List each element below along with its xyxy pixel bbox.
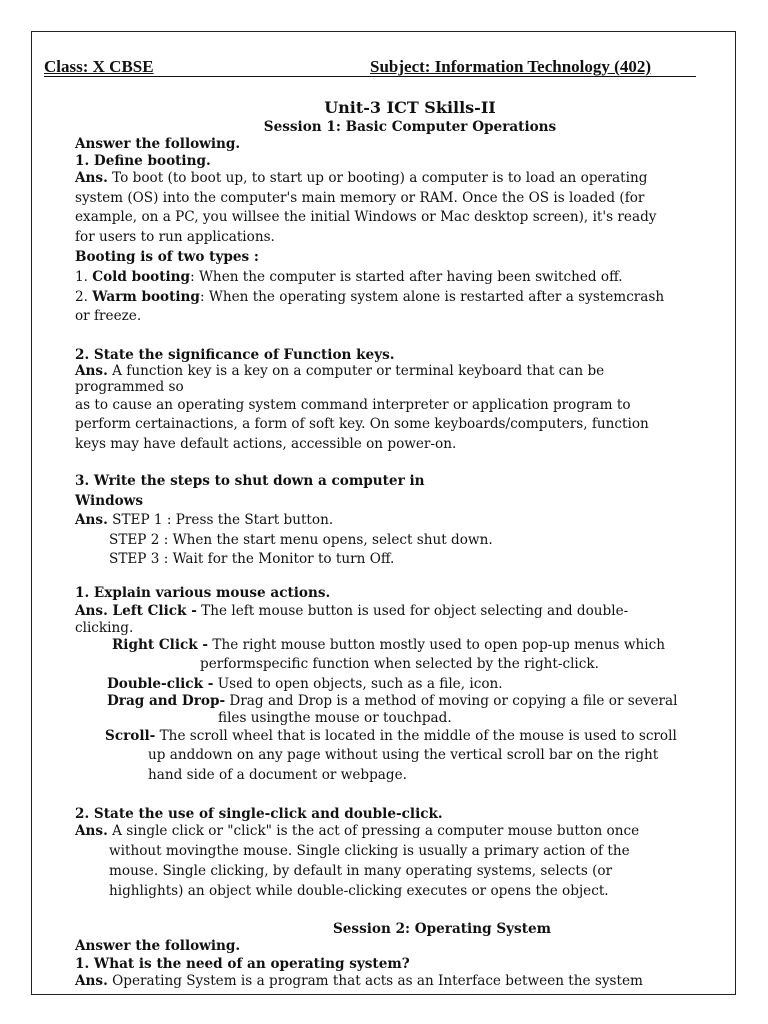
scroll-cont: hand side of a document or webpage.	[148, 767, 407, 783]
q1-question: 1. Define booting.	[75, 153, 211, 169]
q5-question: 2. State the use of single-click and double-click.	[75, 806, 443, 822]
q4-question: 1. Explain various mouse actions.	[75, 585, 331, 601]
q2-answer-line: Ans. A function key is a key on a computer or terminal keyboard that can be	[75, 363, 605, 379]
header-underline	[44, 76, 696, 77]
q6-answer-line: Ans. Operating System is a program that acts as an Interface between the system	[75, 973, 643, 989]
q5-answer-line: highlights) an object while double-clicking executes or opens the object.	[109, 883, 609, 899]
q5-answer-line: Ans. A single click or "click" is the act of pressing a computer mouse button once	[75, 823, 640, 839]
q1-answer-line: Ans. To boot (to boot up, to start up or booting) a computer is to load an operating	[75, 170, 648, 186]
scroll-line: Scroll- The scroll wheel that is located in the middle of the mouse is used to scroll	[105, 728, 677, 744]
unit-title: Unit-3 ICT Skills-II	[324, 98, 496, 117]
left-click-line: Ans. Left Click - The left mouse button is used for object selecting and double-	[75, 603, 629, 619]
q6-question: 1. What is the need of an operating system?	[75, 956, 410, 972]
q3-question-cont: Windows	[75, 493, 144, 509]
answer-following-heading-2: Answer the following.	[75, 938, 241, 954]
q2-answer-line: perform certainactions, a form of soft key. On some keyboards/computers, function	[75, 416, 649, 432]
q3-step3: STEP 3 : Wait for the Monitor to turn Off.	[109, 551, 395, 567]
q2-answer-line: as to cause an operating system command interpreter or application program to	[75, 397, 631, 413]
q3-step2: STEP 2 : When the start menu opens, select shut down.	[109, 532, 493, 548]
q5-answer-line: mouse. Single clicking, by default in many operating systems, selects (or	[109, 863, 613, 879]
session1-title: Session 1: Basic Computer Operations	[263, 119, 557, 135]
scroll-cont: up anddown on any page without using the vertical scroll bar on the right	[148, 747, 659, 763]
answer-following-heading: Answer the following.	[75, 136, 241, 152]
drag-drop-cont: files usingthe mouse or touchpad.	[218, 710, 452, 726]
q3-question: 3. Write the steps to shut down a computer in	[75, 473, 425, 489]
warm-booting-cont: or freeze.	[75, 308, 142, 324]
subject-label: Subject: Information Technology (402)	[370, 57, 651, 76]
warm-booting-line: 2. Warm booting: When the operating system alone is restarted after a systemcrash	[75, 289, 665, 305]
q3-step1: Ans. STEP 1 : Press the Start button.	[75, 512, 334, 528]
session2-title: Session 2: Operating System	[332, 921, 552, 937]
right-click-cont: performspecific function when selected by the right-click.	[200, 656, 599, 672]
booting-types-heading: Booting is of two types :	[75, 249, 259, 265]
q1-answer-line: system (OS) into the computer's main memory or RAM. Once the OS is loaded (for	[75, 190, 645, 206]
right-click-line: Right Click - The right mouse button mostly used to open pop-up menus which	[112, 637, 665, 653]
q2-question: 2. State the significance of Function keys.	[75, 347, 395, 363]
double-click-line: Double-click - Used to open objects, such as a file, icon.	[107, 676, 503, 692]
q2-answer-line: programmed so	[75, 379, 184, 395]
left-click-cont: clicking.	[75, 620, 134, 636]
cold-booting-line: 1. Cold booting: When the computer is started after having been switched off.	[75, 269, 623, 285]
drag-drop-line: Drag and Drop- Drag and Drop is a method of moving or copying a file or several	[107, 693, 678, 709]
q2-answer-line: keys may have default actions, accessible on power-on.	[75, 436, 457, 452]
q1-answer-line: for users to run applications.	[75, 229, 275, 245]
page-header	[44, 57, 696, 81]
class-label: Class: X CBSE	[44, 57, 154, 76]
q5-answer-line: without movingthe mouse. Single clicking is usually a primary action of the	[109, 843, 630, 859]
q1-answer-line: example, on a PC, you willsee the initial Windows or Mac desktop screen), it's ready	[75, 209, 657, 225]
